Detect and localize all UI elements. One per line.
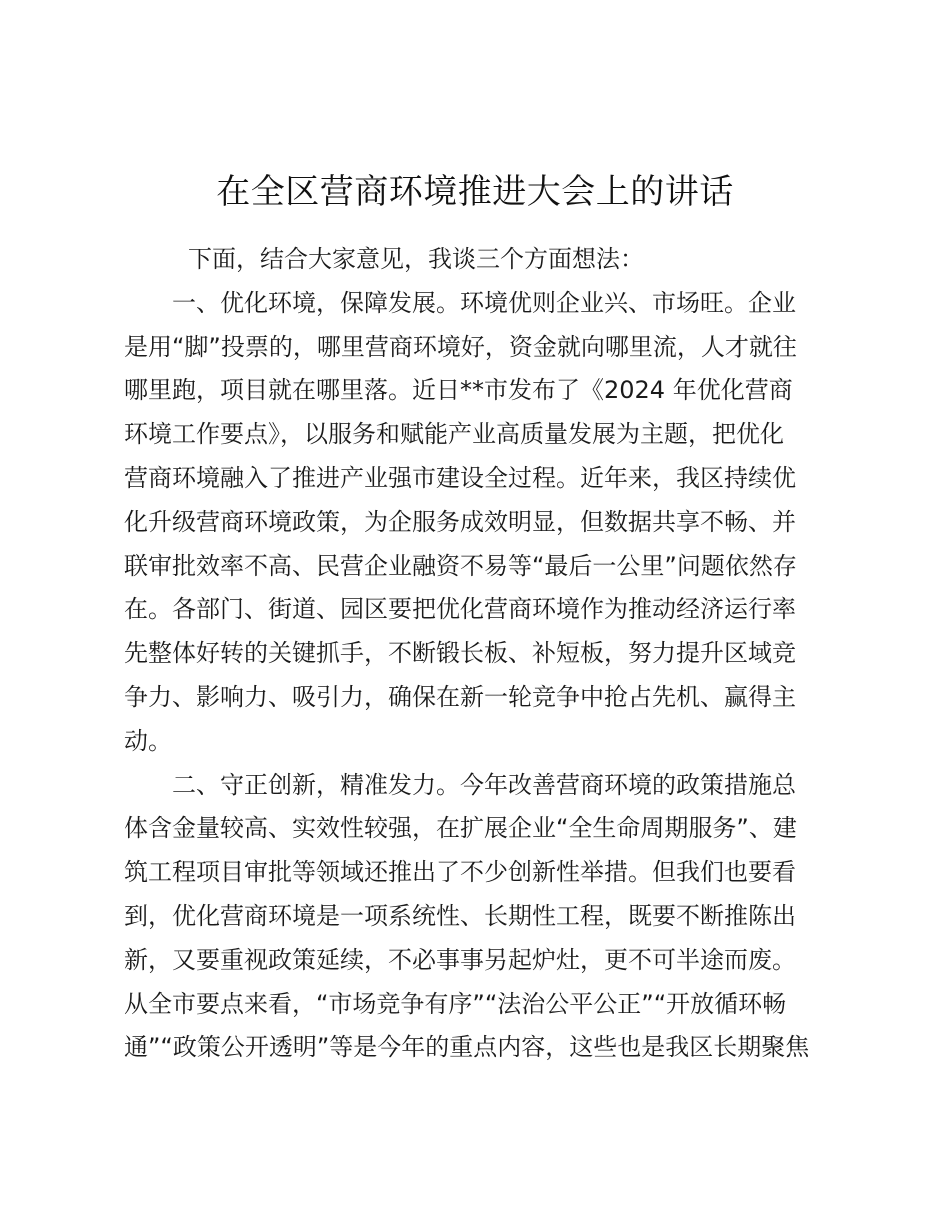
text-line: 是用“脚”投票的，哪里营商环境好，资金就向哪里流，人才就往 (124, 332, 797, 361)
text-line: 动。 (124, 726, 172, 755)
section-2-heading-line: 二、守正创新，精准发力。今年改善营商环境的政策措施总 (172, 770, 796, 799)
text-line: 争力、影响力、吸引力，确保在新一轮竞争中抢占先机、赢得主 (124, 682, 796, 711)
text-line: 哪里跑，项目就在哪里落。近日**市发布了《2024 年优化营商 (124, 376, 793, 405)
text-line: 化升级营商环境政策，为企服务成效明显，但数据共享不畅、并 (124, 507, 796, 536)
text-line: 从全市要点来看，“市场竞争有序”“法治公平公正”“开放循环畅 (124, 989, 787, 1018)
section-1-heading-line: 一、优化环境，保障发展。环境优则企业兴、市场旺。企业 (172, 288, 796, 317)
intro-line: 下面，结合大家意见，我谈三个方面想法： (188, 245, 644, 273)
text-line: 体含金量较高、实效性较强，在扩展企业“全生命周期服务”、建 (124, 814, 797, 843)
text-line: 营商环境融入了推进产业强市建设全过程。近年来，我区持续优 (124, 463, 796, 492)
text-line: 先整体好转的关键抓手，不断锻长板、补短板，努力提升区域竞 (124, 639, 796, 668)
speech-body (124, 238, 828, 1070)
text-line: 环境工作要点》，以服务和赋能产业高质量发展为主题，把优化 (124, 420, 784, 449)
page-title: 在全区营商环境推进大会上的讲话 (216, 172, 734, 212)
text-line: 到，优化营商环境是一项系统性、长期性工程，既要不断推陈出 (124, 901, 796, 930)
text-line: 在。各部门、街道、园区要把优化营商环境作为推动经济运行率 (124, 595, 796, 624)
text-line: 联审批效率不高、民营企业融资不易等“最后一公里”问题依然存 (124, 551, 797, 580)
text-line: 新，又要重视政策延续，不必事事另起炉灶，更不可半途而废。 (124, 945, 796, 974)
text-line: 通”“政策公开透明”等是今年的重点内容，这些也是我区长期聚焦 (124, 1033, 810, 1062)
text-line: 筑工程项目审批等领域还推出了不少创新性举措。但我们也要看 (124, 858, 796, 887)
